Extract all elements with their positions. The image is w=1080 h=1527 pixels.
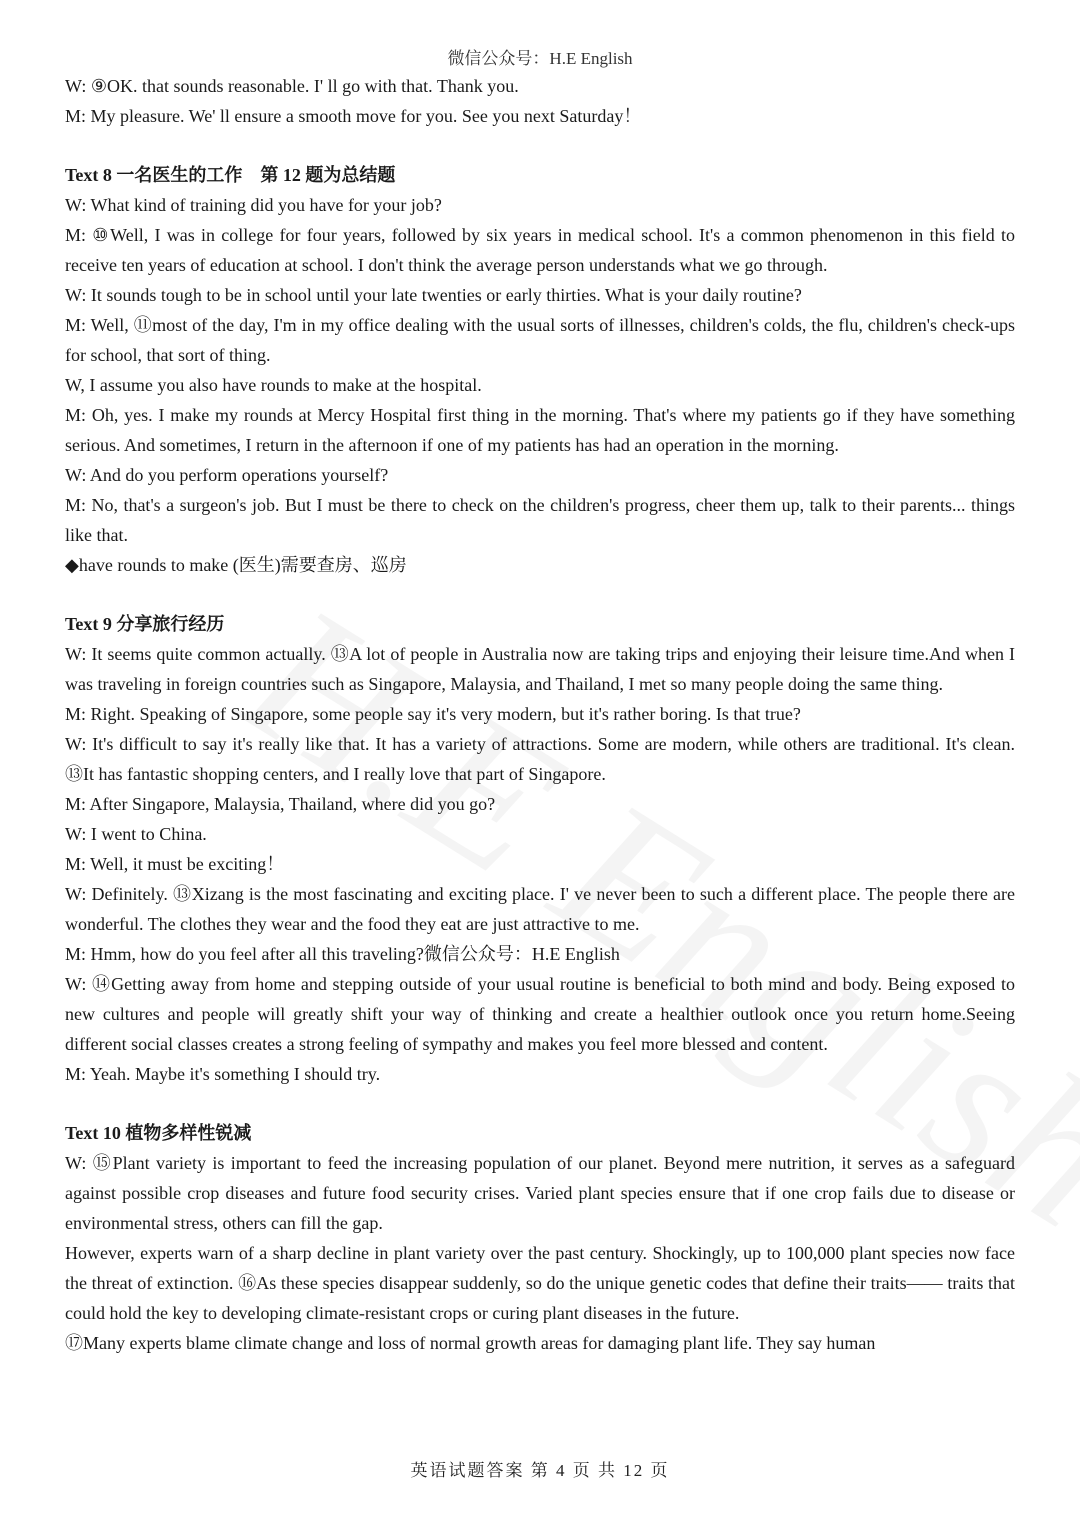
paragraph: M: My pleasure. We' ll ensure a smooth move for you. See you next Saturday！ [65, 106, 642, 126]
page-header: 微信公众号：H.E English [447, 49, 633, 68]
page-footer: 英语试题答案 第 4 页 共 12 页 [410, 1461, 670, 1480]
paragraph: M: Yeah. Maybe it's something I should try. [65, 1064, 381, 1084]
paragraph: W: And do you perform operations yourself? [65, 465, 389, 485]
paragraph: M: Hmm, how do you feel after all this traveling?微信公众号：H.E English [65, 944, 620, 964]
section-title: Text 9 分享旅行经历 [65, 614, 225, 634]
paragraph: W: I went to China. [65, 824, 207, 844]
document-body [65, 71, 1015, 1358]
paragraph: W: What kind of training did you have for your job? [65, 195, 442, 215]
paragraph: M: Right. Speaking of Singapore, some people say it's very modern, but it's rather boring. Is that true? [65, 704, 801, 724]
paragraph: ⑰Many experts blame climate change and loss of normal growth areas for damaging plant life. They say human [65, 1333, 876, 1353]
paragraph: M: Oh, yes. I make my rounds at Mercy Hospital first thing in the morning. That's where my patients go if they have something serious. And sometimes, I return in the afternoon if one of my patients has had an operation in the morning. [65, 405, 1015, 455]
paragraph: M: Well, it must be exciting！ [65, 854, 285, 874]
paragraph: M: ⑩Well, I was in college for four years, followed by six years in medical school. It's a common phenomenon in this field to receive ten years of education at school. I don't think the average person understands what we go through. [65, 225, 1015, 275]
paragraph: W: Definitely. ⑬Xizang is the most fascinating and exciting place. I' ve never been to such a different place. The people there are wonderful. The clothes they wear and the food they eat are just attractive to me. [65, 884, 1015, 934]
paragraph: M: Well, ⑪most of the day, I'm in my office dealing with the usual sorts of illnesses, children's colds, the flu, children's check-ups for school, that sort of thing. [65, 315, 1015, 365]
section-title: Text 10 植物多样性锐减 [65, 1123, 252, 1143]
paragraph: M: After Singapore, Malaysia, Thailand, where did you go? [65, 794, 496, 814]
paragraph: W: It's difficult to say it's really like that. It has a variety of attractions. Some are modern, while others are traditional. It's clean. ⑬It has fantastic shopping centers, and I really love that part of Singapore. [65, 734, 1015, 784]
paragraph: W: It seems quite common actually. ⑬A lot of people in Australia now are taking trips and enjoying their leisure time.And when I was traveling in foreign countries such as Singapore, Malaysia, and Thailand, I met so many people doing the same thing. [65, 644, 1015, 694]
paragraph: However, experts warn of a sharp decline in plant variety over the past century. Shockingly, up to 100,000 plant species now face the threat of extinction. ⑯As these species disappear suddenly, so do the unique genetic codes that define their traits—— traits that could hold the key to developing climate-resistant crops or curing plant diseases in the future. [65, 1243, 1015, 1323]
paragraph: W: ⑭Getting away from home and stepping outside of your usual routine is beneficial to both mind and body. Being exposed to new cultures and people will greatly shift your way of thinking and create a healthier outlook once you return home.Seeing different social classes creates a strong feeling of sympathy and makes you feel more blessed and content. [65, 974, 1015, 1054]
paragraph: ◆have rounds to make (医生)需要查房、巡房 [65, 555, 407, 575]
paragraph: M: No, that's a surgeon's job. But I must be there to check on the children's progress, cheer them up, talk to their parents... things like that. [65, 495, 1015, 545]
paragraph: W: ⑨OK. that sounds reasonable. I' ll go with that. Thank you. [65, 76, 519, 96]
section-title: Text 8 一名医生的工作 第 12 题为总结题 [65, 165, 396, 185]
paragraph: W, I assume you also have rounds to make at the hospital. [65, 375, 482, 395]
paragraph: W: ⑮Plant variety is important to feed the increasing population of our planet. Beyond mere nutrition, it serves as a safeguard against possible crop diseases and future food security crises. Varied plant species ensure that if one crop fails due to disease or environmental stress, others can fill the gap. [65, 1153, 1015, 1233]
paragraph: W: It sounds tough to be in school until your late twenties or early thirties. What is your daily routine? [65, 285, 802, 305]
